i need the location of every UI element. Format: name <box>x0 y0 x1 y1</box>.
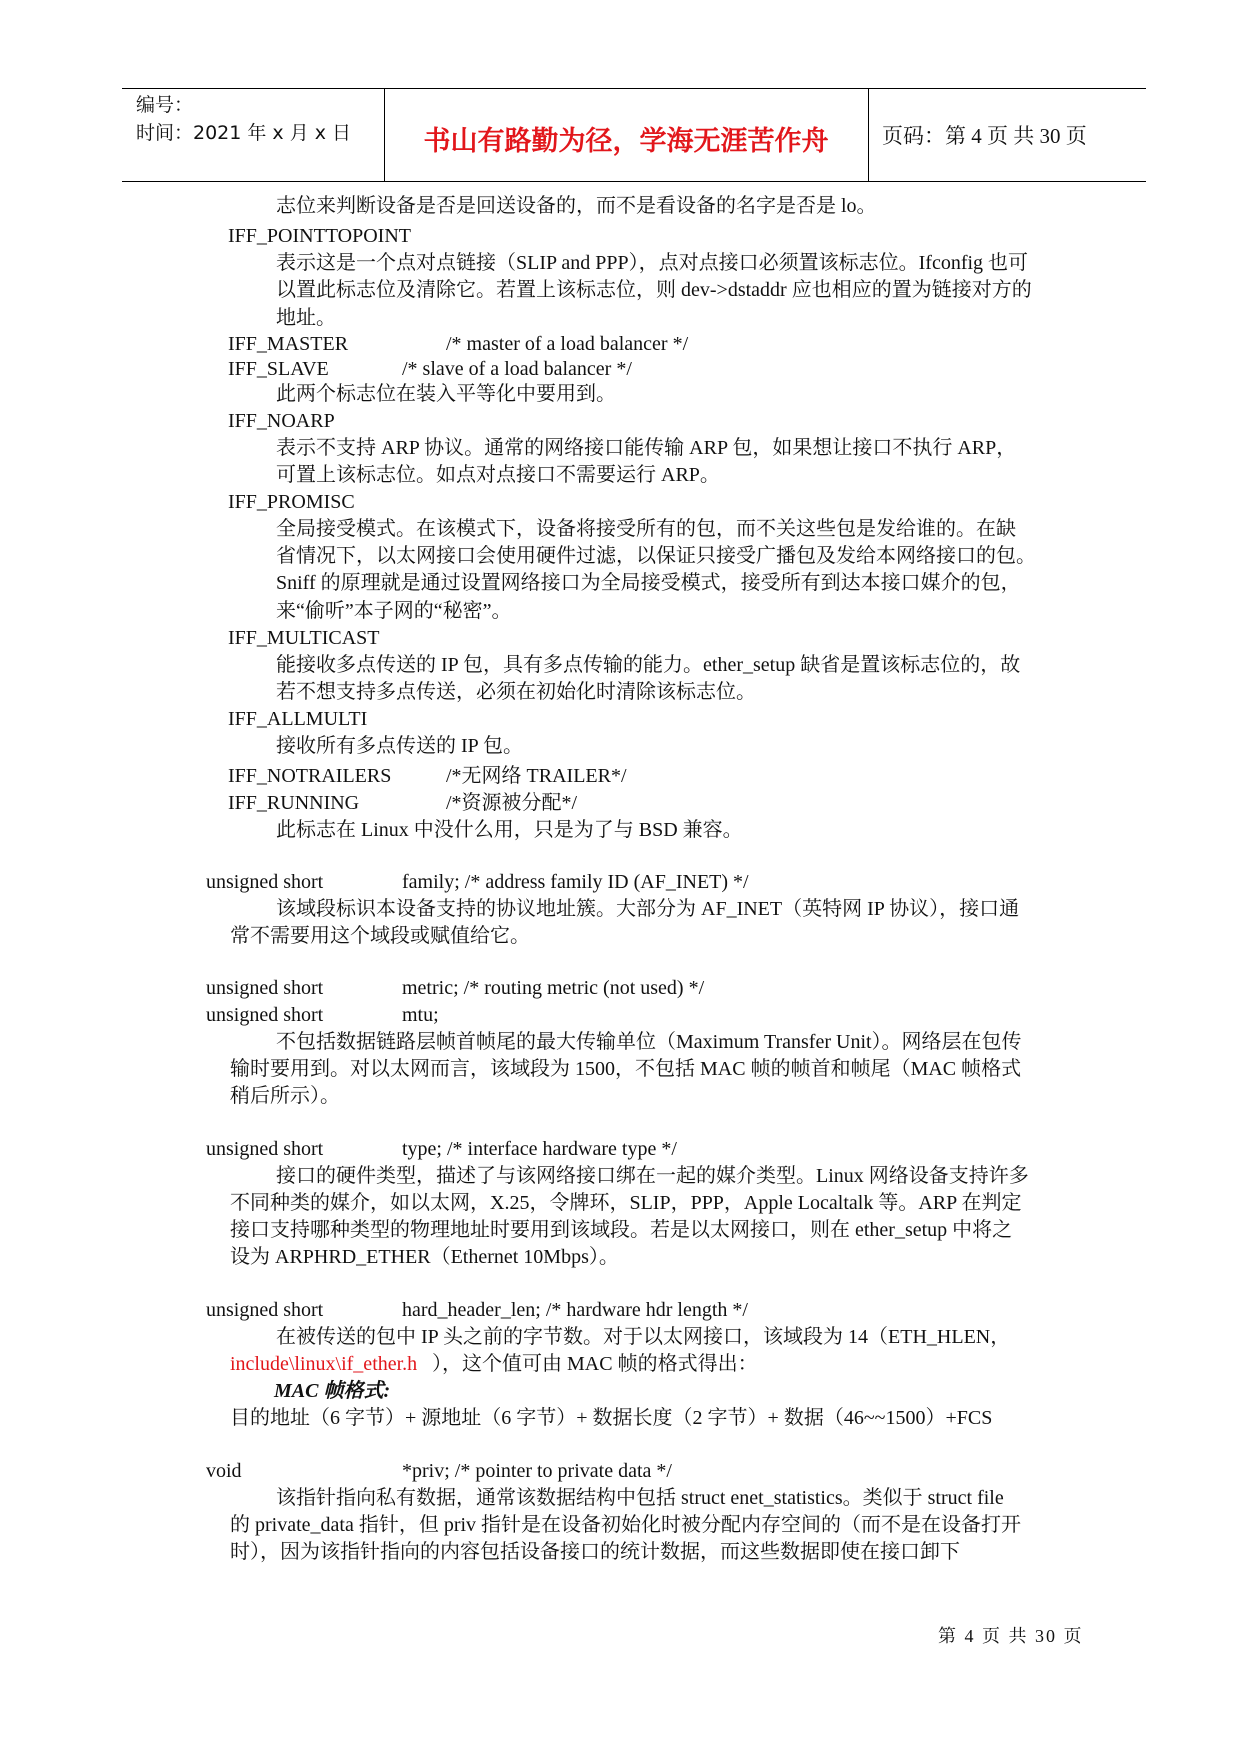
text-line: 的 private_data 指针，但 priv 指针是在设备初始化时被分配内存空间的（而不是在设备打开 <box>230 1514 1022 1536</box>
header-page-info: 页码：第 4 页 共 30 页 <box>882 124 1087 148</box>
text-line: /*无网络 TRAILER*/ <box>446 765 627 787</box>
text-line: unsigned short <box>206 1299 324 1321</box>
text-line: 来“偷听”本子网的“秘密”。 <box>276 600 512 622</box>
text-line: unsigned short <box>206 977 324 999</box>
text-line: 在被传送的包中 IP 头之前的字节数。对于以太网接口，该域段为 14（ETH_HLEN， <box>276 1326 1011 1348</box>
text-line: IFF_SLAVE <box>228 358 329 380</box>
text-line: include\linux\if_ether.h <box>230 1353 418 1375</box>
text-line: 设为 ARPHRD_ETHER（Ethernet 10Mbps）。 <box>230 1246 619 1268</box>
document-date: 时间：2021 年 x 月 x 日 <box>136 122 352 144</box>
page-footer: 第 4 页 共 30 页 <box>938 1626 1084 1646</box>
text-line: IFF_POINTTOPOINT <box>228 225 411 247</box>
text-line: 全局接受模式。在该模式下，设备将接受所有的包，而不关这些包是发给谁的。在缺 <box>276 518 1016 540</box>
text-line: IFF_ALLMULTI <box>228 708 368 730</box>
text-line: family; /* address family ID (AF_INET) */ <box>402 871 749 893</box>
text-line: 接收所有多点传送的 IP 包。 <box>276 735 524 757</box>
text-line: /* slave of a load balancer */ <box>402 358 632 380</box>
header-divider <box>868 89 869 181</box>
text-line: 目的地址（6 字节）+ 源地址（6 字节）+ 数据长度（2 字节）+ 数据（46~~1500）+FCS <box>230 1407 993 1429</box>
text-line: metric; /* routing metric (not used) */ <box>402 977 705 999</box>
page-header <box>122 88 1146 182</box>
text-line: 此标志在 Linux 中没什么用，只是为了与 BSD 兼容。 <box>276 819 743 841</box>
text-line: 不包括数据链路层帧首帧尾的最大传输单位（Maximum Transfer Unit）。网络层在包传 <box>276 1031 1022 1053</box>
text-line: 可置上该标志位。如点对点接口不需要运行 ARP。 <box>276 464 720 486</box>
text-line: /*资源被分配*/ <box>446 792 578 814</box>
text-line: 该域段标识本设备支持的协议地址簇。大部分为 AF_INET（英特网 IP 协议），接口通 <box>276 898 1020 920</box>
text-line: unsigned short <box>206 1138 324 1160</box>
text-line: IFF_NOTRAILERS <box>228 765 392 787</box>
text-line: IFF_MULTICAST <box>228 627 380 649</box>
text-line: 稍后所示）。 <box>230 1085 340 1107</box>
text-line: unsigned short <box>206 871 324 893</box>
text-line: IFF_PROMISC <box>228 491 355 513</box>
text-line: /* master of a load balancer */ <box>446 333 689 355</box>
text-line: void <box>206 1460 242 1482</box>
text-line: 时），因为该指针指向的内容包括设备接口的统计数据，而这些数据即使在接口卸下 <box>230 1541 960 1563</box>
text-line: IFF_NOARP <box>228 410 335 432</box>
text-line: 志位来判断设备是否是回送设备的，而不是看设备的名字是否是 lo。 <box>276 195 877 217</box>
header-meta <box>136 91 351 147</box>
text-line: type; /* interface hardware type */ <box>402 1138 677 1160</box>
text-line: 能接收多点传送的 IP 包，具有多点传输的能力。ether_setup 缺省是置该标志位的，故 <box>276 654 1021 676</box>
text-line: 接口的硬件类型，描述了与该网络接口绑在一起的媒介类型。Linux 网络设备支持许多 <box>276 1165 1029 1187</box>
text-line: 不同种类的媒介，如以太网，X.25，令牌环，SLIP，PPP，Apple Localtalk 等。ARP 在判定 <box>230 1192 1022 1214</box>
text-line: IFF_MASTER <box>228 333 349 355</box>
text-line: 常不需要用这个域段或赋值给它。 <box>230 925 530 947</box>
text-line: Sniff 的原理就是通过设置网络接口为全局接受模式，接受所有到达本接口媒介的包， <box>276 572 1021 594</box>
text-line: 此两个标志位在装入平等化中要用到。 <box>276 383 616 405</box>
text-line: IFF_RUNNING <box>228 792 360 814</box>
text-line: hard_header_len; /* hardware hdr length */ <box>402 1299 748 1321</box>
text-line: 该指针指向私有数据，通常该数据结构中包括 struct enet_statistics。类似于 struct file <box>276 1487 1004 1509</box>
text-line: 接口支持哪种类型的物理地址时要用到该域段。若是以太网接口，则在 ether_setup 中将之 <box>230 1219 1013 1241</box>
header-motto: 书山有路勤为径，学海无涯苦作舟 <box>423 126 829 157</box>
text-line: mtu; <box>402 1004 439 1026</box>
text-line: 省情况下，以太网接口会使用硬件过滤，以保证只接受广播包及发给本网络接口的包。 <box>276 545 1036 567</box>
text-line: ），这个值可由 MAC 帧的格式得出： <box>432 1353 758 1375</box>
text-line: 表示不支持 ARP 协议。通常的网络接口能传输 ARP 包，如果想让接口不执行 ARP， <box>276 437 1017 459</box>
document-number-label: 编号： <box>136 94 194 116</box>
text-line: MAC 帧格式: <box>274 1380 391 1402</box>
text-line: 若不想支持多点传送，必须在初始化时清除该标志位。 <box>276 681 756 703</box>
text-line: 以置此标志位及清除它。若置上该标志位，则 dev->dstaddr 应也相应的置为链接对方的 <box>276 279 1032 301</box>
text-line: *priv; /* pointer to private data */ <box>402 1460 672 1482</box>
text-line: 地址。 <box>276 307 336 329</box>
text-line: unsigned short <box>206 1004 324 1026</box>
text-line: 表示这是一个点对点链接（SLIP and PPP），点对点接口必须置该标志位。Ifconfig 也可 <box>276 252 1029 274</box>
text-line: 输时要用到。对以太网而言，该域段为 1500，不包括 MAC 帧的帧首和帧尾（MAC 帧格式 <box>230 1058 1022 1080</box>
